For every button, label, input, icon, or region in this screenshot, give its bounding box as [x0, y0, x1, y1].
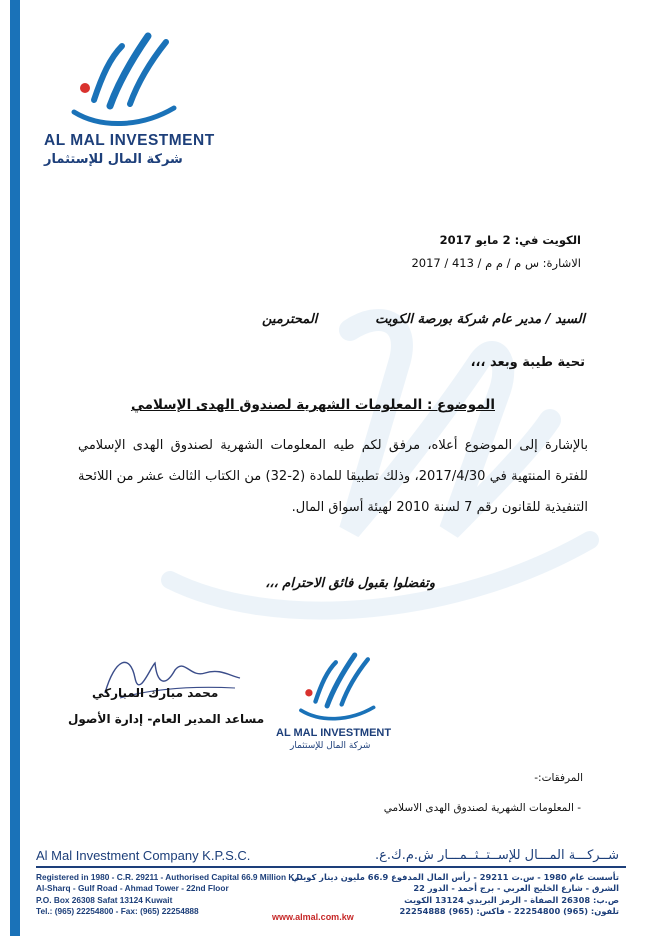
stamp-logo-icon: [298, 648, 378, 726]
footer-company-en: Al Mal Investment Company K.P.S.C.: [36, 848, 251, 863]
footer-en-line: Tel.: (965) 22254800 - Fax: (965) 22254888: [36, 905, 199, 916]
signatory-name: محمد مبارك المباركي: [92, 686, 219, 700]
footer-en-line: Al-Sharq - Gulf Road - Ahmad Tower - 22nd Floor: [36, 883, 229, 894]
letter-reference: الاشارة: س م / م م / 413 / 2017: [411, 256, 581, 270]
letter-closing: وتفضلوا بقبول فائق الاحترام ،،،: [265, 576, 435, 591]
footer-ar-line: تلفون: (965) 22254800 - فاكس: (965) 22254888: [399, 905, 619, 916]
greeting: تحية طيبة وبعد ،،،: [470, 355, 585, 370]
salutation-respected: المحترمين: [262, 312, 318, 327]
al-mal-logo-icon: [70, 28, 180, 132]
stamp-text-ar: شركة المال للإستثمار: [290, 741, 371, 751]
stamp-text-en: AL MAL INVESTMENT: [276, 727, 392, 739]
attachments-item: - المعلومات الشهرية لصندوق الهدى الاسلامي: [383, 802, 581, 814]
footer-en-line: P.O. Box 26308 Safat 13124 Kuwait: [36, 894, 173, 905]
company-logo: [40, 28, 220, 168]
footer-ar-line: ص.ب: 26308 الصفاة - الرمز البريدي 13124 الكويت: [404, 894, 619, 905]
logo-text-ar: شركة المال للإستثمار: [44, 152, 183, 167]
logo-text-en: AL MAL INVESTMENT: [44, 132, 215, 149]
side-accent-bar: [10, 0, 20, 936]
footer-ar-line: تأسست عام 1980 - س.ت 29211 - رأس المال المدفوع 66.9 مليون دينار كويتي: [291, 872, 619, 882]
footer-details-ar: [291, 872, 619, 917]
company-stamp: [276, 648, 406, 758]
footer-details-en: [36, 872, 305, 917]
letter-body: بالإشارة إلى الموضوع أعلاه، مرفق لكم طيه المعلومات الشهرية لصندوق الهدى الإسلامي للفترة المنتهية في 2017/4/30، وذلك تطبيقا للمادة (2-32) من الكتاب الثالث عشر من اللائحة التنفيذية للقانون رقم 7 لسنة 2010 لهيئة أسواق المال.: [78, 438, 588, 515]
signatory-title: مساعد المدير العام- إدارة الأصول: [68, 712, 265, 726]
letter-subject: الموضوع : المعلومات الشهرية لصندوق الهدى الإسلامي: [130, 397, 495, 413]
footer-ar-line: الشرق - شارع الخليج العربي - برج أحمد - الدور 22: [413, 883, 619, 894]
attachments-label: المرفقات:-: [534, 772, 583, 784]
footer-divider: [36, 866, 626, 868]
footer-website-link[interactable]: www.almal.com.kw: [272, 912, 354, 922]
addressee: السيد / مدير عام شركة بورصة الكويت: [375, 312, 585, 327]
footer-company-ar: شــركـــة المـــال للإســتــثــمـــار ش.م.ك.ع.: [375, 848, 619, 863]
footer-en-line: Registered in 1980 - C.R. 29211 - Authorised Capital 66.9 Million K.D.: [36, 872, 305, 882]
letter-date: الكويت في: 2 مايو 2017: [439, 233, 581, 247]
